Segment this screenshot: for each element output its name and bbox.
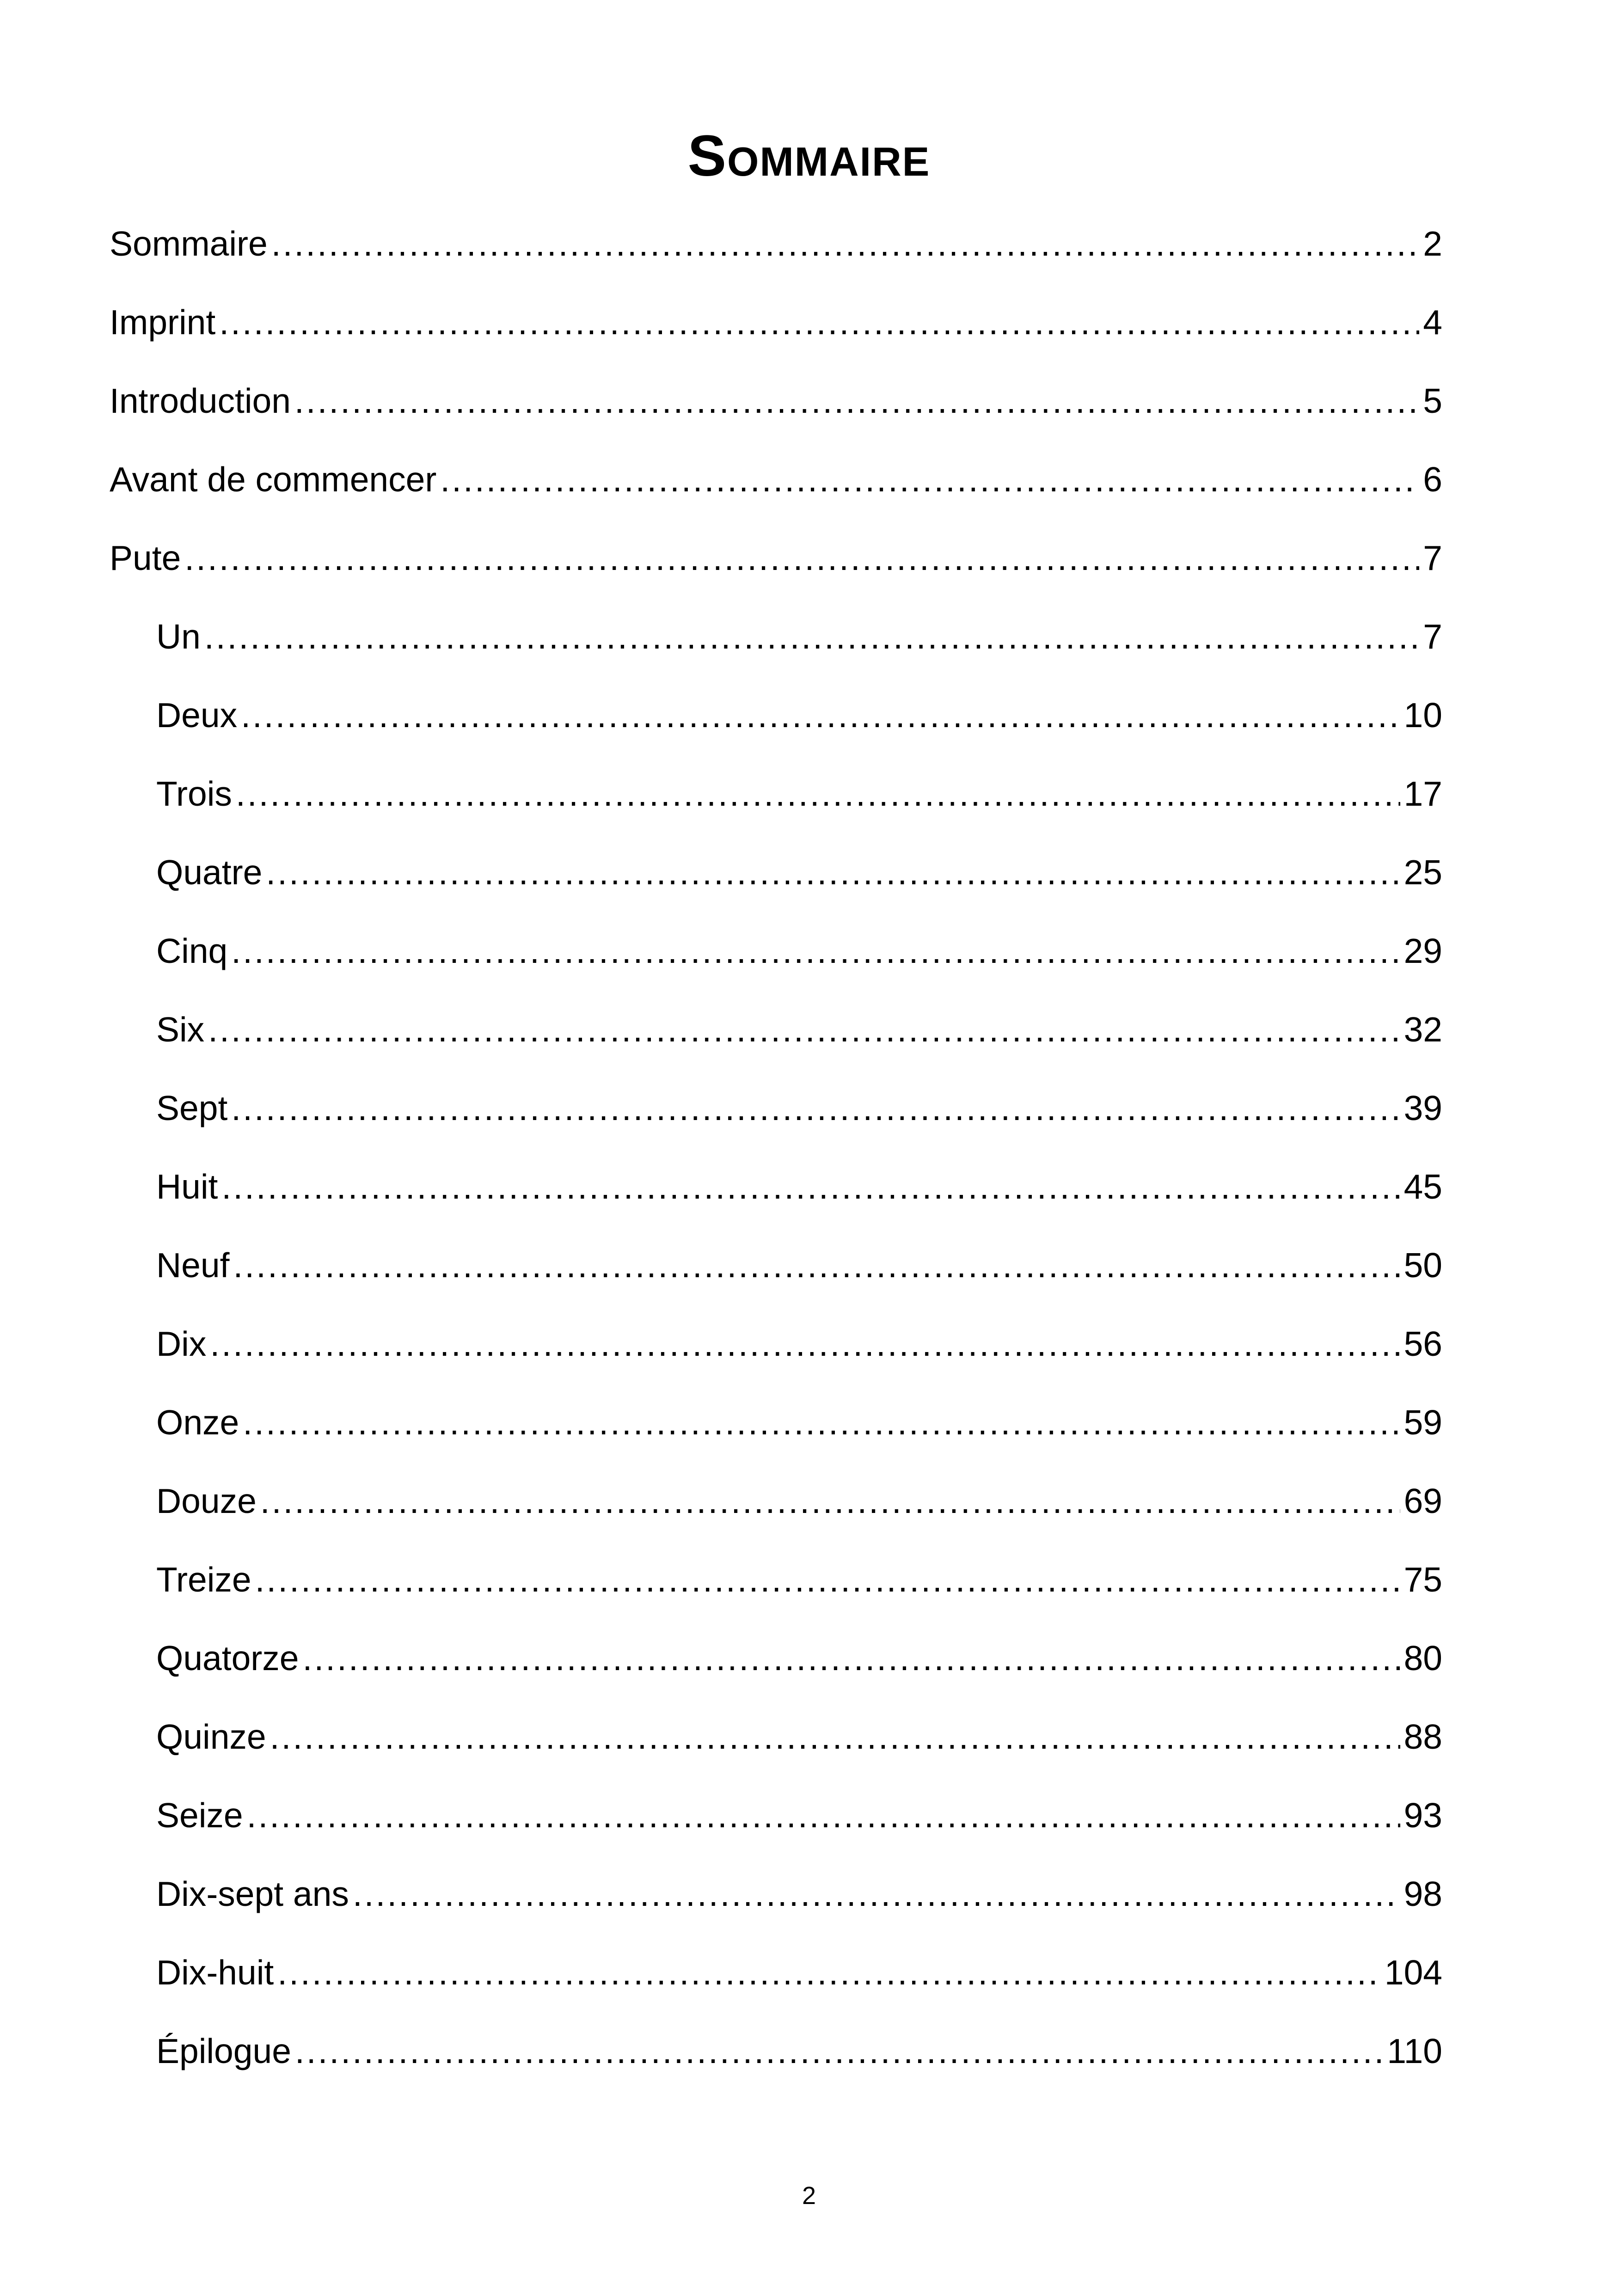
toc-dot-leader	[294, 384, 1419, 418]
toc-dot-leader	[260, 1484, 1400, 1518]
toc-entry-label: Treize	[156, 1560, 251, 1599]
toc-entry-page: 4	[1423, 303, 1442, 342]
toc-dot-leader	[440, 462, 1419, 497]
toc-entry-label: Introduction	[110, 381, 291, 420]
toc-entry-label: Douze	[156, 1482, 257, 1520]
toc-entry-label: Quatorze	[156, 1639, 299, 1678]
toc-dot-leader	[231, 1091, 1400, 1126]
toc-entry[interactable]	[156, 1468, 1442, 1523]
toc-entry[interactable]	[156, 996, 1442, 1052]
toc-entry-page: 7	[1423, 617, 1442, 656]
toc-entry-label: Cinq	[156, 931, 228, 970]
toc-entry[interactable]	[156, 1782, 1442, 1837]
page-title: Sommaire	[687, 124, 931, 188]
toc-entry[interactable]	[110, 289, 1442, 344]
toc-entry[interactable]	[156, 682, 1442, 737]
toc-entry-label: Dix-huit	[156, 1953, 274, 1992]
toc-dot-leader	[221, 1169, 1400, 1204]
toc-dot-leader	[241, 698, 1400, 733]
toc-entry-label: Épilogue	[156, 2032, 291, 2070]
toc-dot-leader	[231, 934, 1400, 968]
toc-entry-label: Dix-sept ans	[156, 1874, 349, 1913]
toc-entry-page: 7	[1423, 539, 1442, 577]
toc-entry-label: Un	[156, 617, 201, 656]
toc-entry-page: 10	[1403, 696, 1442, 735]
toc-dot-leader	[204, 619, 1419, 654]
toc-dot-leader	[266, 855, 1400, 890]
toc-entry[interactable]	[156, 1153, 1442, 1209]
toc-entry-page: 93	[1403, 1796, 1442, 1835]
toc-entry[interactable]	[156, 1310, 1442, 1366]
toc-entry-page: 88	[1403, 1717, 1442, 1756]
toc-entry[interactable]	[156, 1939, 1442, 1995]
toc-entry-label: Trois	[156, 774, 232, 813]
toc-dot-leader	[247, 1798, 1400, 1833]
toc-dot-leader	[233, 1248, 1400, 1283]
toc-entry-label: Quatre	[156, 853, 263, 892]
toc-entry[interactable]	[156, 1625, 1442, 1680]
toc-dot-leader	[271, 227, 1420, 261]
toc-entry[interactable]	[110, 446, 1442, 502]
toc-dot-leader	[208, 1012, 1400, 1047]
toc-entry[interactable]	[156, 918, 1442, 973]
toc-entry-page: 50	[1403, 1246, 1442, 1285]
toc-dot-leader	[353, 1877, 1400, 1911]
toc-entry[interactable]	[110, 210, 1442, 266]
toc-entry-label: Six	[156, 1010, 205, 1049]
toc-entry-page: 75	[1403, 1560, 1442, 1599]
toc-dot-leader	[255, 1562, 1400, 1597]
toc-entry-label: Imprint	[110, 303, 216, 342]
toc-entry[interactable]	[156, 1389, 1442, 1445]
toc-entry-page: 59	[1403, 1403, 1442, 1442]
toc-entry-page: 39	[1403, 1089, 1442, 1127]
toc-entry[interactable]	[156, 1075, 1442, 1130]
toc-entry-label: Deux	[156, 696, 238, 735]
toc-entry-page: 32	[1403, 1010, 1442, 1049]
toc-entry-page: 98	[1403, 1874, 1442, 1913]
toc-entry-label: Avant de commencer	[110, 460, 437, 499]
toc-dot-leader	[210, 1327, 1400, 1361]
toc-entry[interactable]	[156, 1861, 1442, 1916]
toc-entry-label: Onze	[156, 1403, 239, 1442]
toc-entry-page: 80	[1403, 1639, 1442, 1678]
toc-dot-leader	[219, 305, 1419, 340]
toc-entry[interactable]	[156, 1546, 1442, 1602]
toc-entry-page: 17	[1403, 774, 1442, 813]
page-number: 2	[802, 2182, 816, 2210]
toc-entry-label: Pute	[110, 539, 181, 577]
toc-entry-label: Huit	[156, 1167, 218, 1206]
toc-entry[interactable]	[156, 1703, 1442, 1759]
toc-entry-page: 110	[1387, 2032, 1442, 2070]
toc-entry-page: 45	[1403, 1167, 1442, 1206]
toc-entry-label: Seize	[156, 1796, 243, 1835]
toc-entry-page: 104	[1384, 1953, 1442, 1992]
toc-entry[interactable]	[156, 760, 1442, 816]
toc-dot-leader	[303, 1641, 1400, 1676]
toc-dot-leader	[236, 777, 1400, 811]
toc-entry[interactable]	[156, 1232, 1442, 1287]
toc-entry-page: 25	[1403, 853, 1442, 892]
toc-dot-leader	[243, 1405, 1400, 1440]
toc-entry-label: Neuf	[156, 1246, 230, 1285]
toc-entry-page: 2	[1423, 224, 1442, 263]
toc-entry-page: 5	[1423, 381, 1442, 420]
toc-entry-label: Sommaire	[110, 224, 268, 263]
toc-entry[interactable]	[156, 839, 1442, 894]
toc-dot-leader	[277, 1955, 1381, 1990]
toc-entry-label: Dix	[156, 1324, 207, 1363]
toc-entry-label: Sept	[156, 1089, 228, 1127]
toc-entry[interactable]	[110, 525, 1442, 580]
toc-entry-page: 56	[1403, 1324, 1442, 1363]
toc-entry[interactable]	[156, 603, 1442, 659]
toc-entry-page: 69	[1403, 1482, 1442, 1520]
toc-entry-label: Quinze	[156, 1717, 266, 1756]
toc-dot-leader	[295, 2034, 1384, 2069]
toc-entry[interactable]	[110, 367, 1442, 423]
toc-dot-leader	[270, 1720, 1400, 1754]
toc-dot-leader	[184, 541, 1419, 576]
toc-entry[interactable]	[156, 2018, 1442, 2073]
toc-entry-page: 6	[1423, 460, 1442, 499]
toc-entry-page: 29	[1403, 931, 1442, 970]
